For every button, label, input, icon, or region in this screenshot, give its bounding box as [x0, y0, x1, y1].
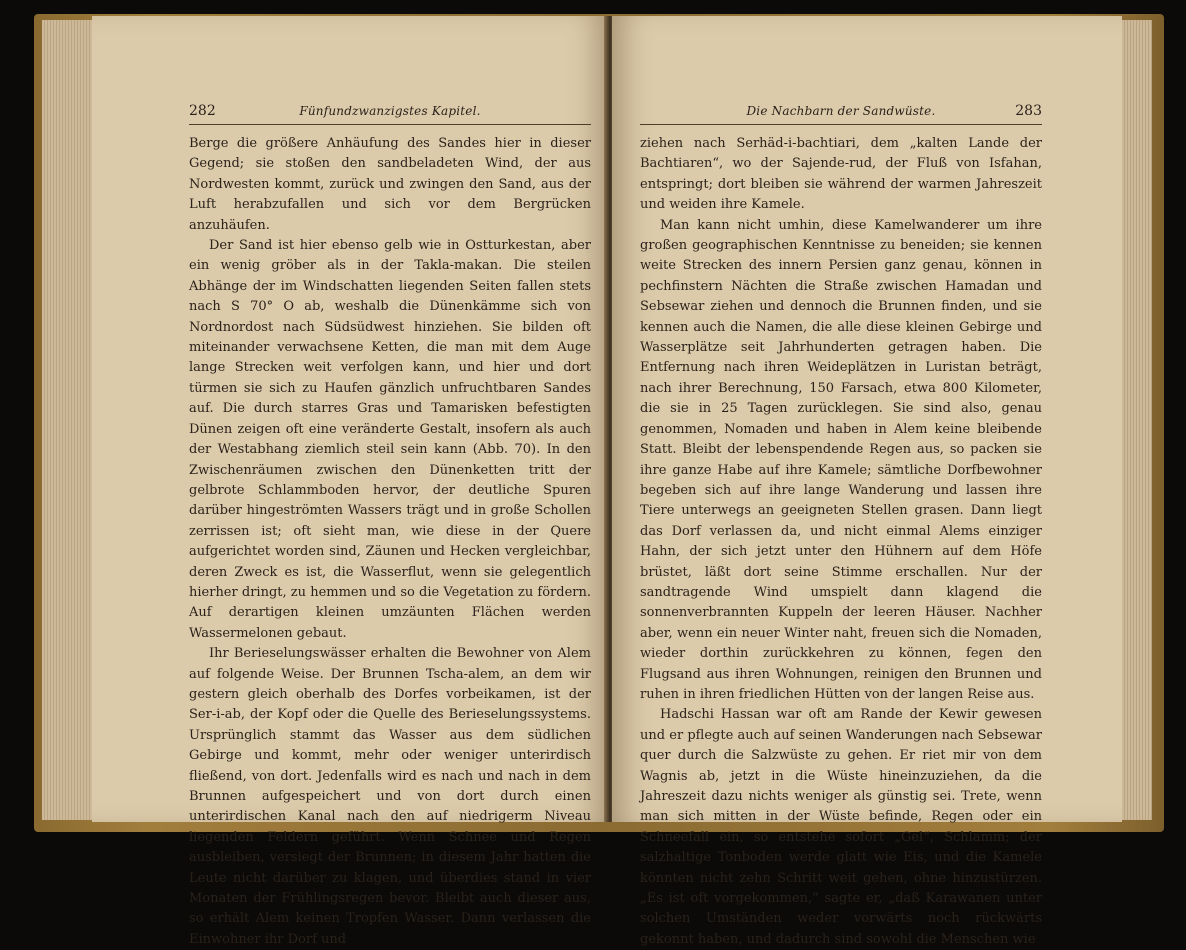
left-page-header	[189, 101, 591, 121]
page-edges-left	[42, 20, 98, 820]
right-running-head: Die Nachbarn der Sandwüste.	[746, 104, 936, 118]
left-header-rule	[189, 124, 591, 125]
right-page	[612, 16, 1122, 947]
left-paragraph-1: Berge die größere Anhäufung des Sandes hier in dieser Gegend; sie stoßen den sandbeladeten Wind, der aus Nordwesten kommt, zurück und zwingen den Sand, aus der Luft herabzufallen und sich vor dem Bergrücken anzuhäufen.	[189, 136, 591, 233]
right-paragraph-1: ziehen nach Serhäd-i-bachtiari, dem „kalten Lande der Bachtiaren“, wo der Sajende-rud, der Fluß von Isfahan, entspringt; dort bleiben sie während der warmen Jahreszeit und weiden ihre Kamele.	[640, 136, 1042, 213]
left-paragraph-3: Ihr Berieselungswässer erhalten die Bewohner von Alem auf folgende Weise. Der Brunnen Tscha-alem, an dem wir gestern gleich oberhalb des Dorfes vorbeikamen, ist der Ser-i-ab, der Kopf oder die Quelle des Berieselungssystems. Ursprünglich stammt das Wasser aus dem südlichen Gebirge und kommt, mehr oder weniger unterirdisch fließend, von dort. Jedenfalls wird es nach und nach in dem Brunnen aufgespeichert und von dort durch einen unterirdischen Kanal nach den auf niedrigerm Niveau liegenden Feldern geführt. Wenn Schnee und Regen ausbleiben, versiegt der Brunnen; in diesem Jahr hatten die Leute nicht darüber zu klagen, und überdies stand in vier Monaten der Frühlingsregen bevor. Bleibt auch dieser aus, so erhält Alem keinen Tropfen Wasser. Dann verlassen die Einwohner ihr Dorf und	[189, 646, 591, 947]
right-paragraph-2: Man kann nicht umhin, diese Kamelwanderer um ihre großen geographischen Kenntnisse zu beneiden; sie kennen weite Strecken des innern Persien ganz genau, können in pechfinstern Nächten die Straße zwischen Hamadan und Sebsewar ziehen und dennoch die Brunnen finden, und sie kennen auch die Namen, die alle diese kleinen Gebirge und Wasserplätze seit Jahrhunderten getragen haben. Die Entfernung nach ihren Weideplätzen in Luristan beträgt, nach ihrer Berechnung, 150 Farsach, etwa 800 Kilometer, die sie in 25 Tagen zurücklegen. Sie sind also, genau genommen, Nomaden und haben in Alem keine bleibende Statt. Bleibt der lebenspendende Regen aus, so packen sie ihre ganze Habe auf ihre Kamele; sämtliche Dorfbewohner begeben sich auf ihre lange Wanderung und lassen ihre Tiere unterwegs an geeigneten Stellen grasen. Dann liegt das Dorf verlassen da, und nicht einmal Alems einziger Hahn, der sich jetzt unter den Hühnern auf dem Höfe brüstet, läßt dort seine Stimme erschallen. Nur der sandtragende Wind umspielt dann klagend die sonnenverbrannten Kuppeln der leeren Häuser. Nachher aber, wenn ein neuer Winter naht, freuen sich die Nomaden, wieder dorthin zurückkehren zu können, fegen den Flugsand aus ihren Wohnungen, reinigen den Brunnen und ruhen in ihren friedlichen Hütten von der langen Reise aus.	[640, 217, 1042, 702]
right-page-body	[640, 134, 1042, 950]
right-page-header	[640, 101, 1042, 121]
left-running-head: Fünfundzwanzigstes Kapitel.	[299, 104, 481, 118]
left-page	[92, 16, 608, 947]
left-page-number: 282	[189, 103, 216, 119]
right-header-rule	[640, 124, 1042, 125]
left-page-body	[189, 134, 591, 950]
right-paragraph-3: Hadschi Hassan war oft am Rande der Kewir gewesen und er pflegte auch auf seinen Wanderungen nach Sebsewar quer durch die Salzwüste zu gehen. Er riet mir von dem Wagnis ab, jetzt in die Wüste hineinzuziehen, da die Jahreszeit dazu nichts weniger als günstig sei. Trete, wenn man sich mitten in der Wüste befinde, Regen oder ein Schneefall ein, so entstehe sofort „Gel“, Schlamm; der salzhaltige Tonboden werde glatt wie Eis, und die Kamele könnten nicht zehn Schritt weit gehen, ohne hinzustürzen. „Es ist oft vorgekommen,“ sagte er, „daß Karawanen unter solchen Umständen weder vorwärts noch rückwärts gekonnt haben, und dadurch sind sowohl die Menschen wie	[640, 707, 1042, 947]
left-paragraph-2: Der Sand ist hier ebenso gelb wie in Ostturkestan, aber ein wenig gröber als in der Takla-makan. Die steilen Abhänge der im Windschatten liegenden Seiten fallen stets nach S 70° O ab, weshalb die Dünenkämme sich von Nordnordost nach Südsüdwest hinziehen. Sie bilden oft miteinander verwachsene Ketten, die man mit dem Auge lange Strecken weit verfolgen kann, und hier und dort türmen sie sich zu Haufen gänzlich unfruchtbaren Sandes auf. Die durch starres Gras und Tamarisken befestigten Dünen zeigen oft eine veränderte Gestalt, insofern als auch der Westabhang ziemlich steil sein kann (Abb. 70). In den Zwischenräumen zwischen den Dünenketten tritt der gelbrote Schlammboden hervor, der deutliche Spuren darüber hingeströmten Wassers trägt und in große Schollen zerrissen ist; oft sieht man, wie diese in der Quere aufgerichtet worden sind, Zäunen und Hecken vergleichbar, deren Zweck es ist, die Wasserflut, wenn sie gelegentlich hierher dringt, zu hemmen und so die Vegetation zu fördern. Auf derartigen kleinen umzäunten Flächen werden Wassermelonen gebaut.	[189, 238, 591, 641]
right-page-number: 283	[1015, 103, 1042, 119]
